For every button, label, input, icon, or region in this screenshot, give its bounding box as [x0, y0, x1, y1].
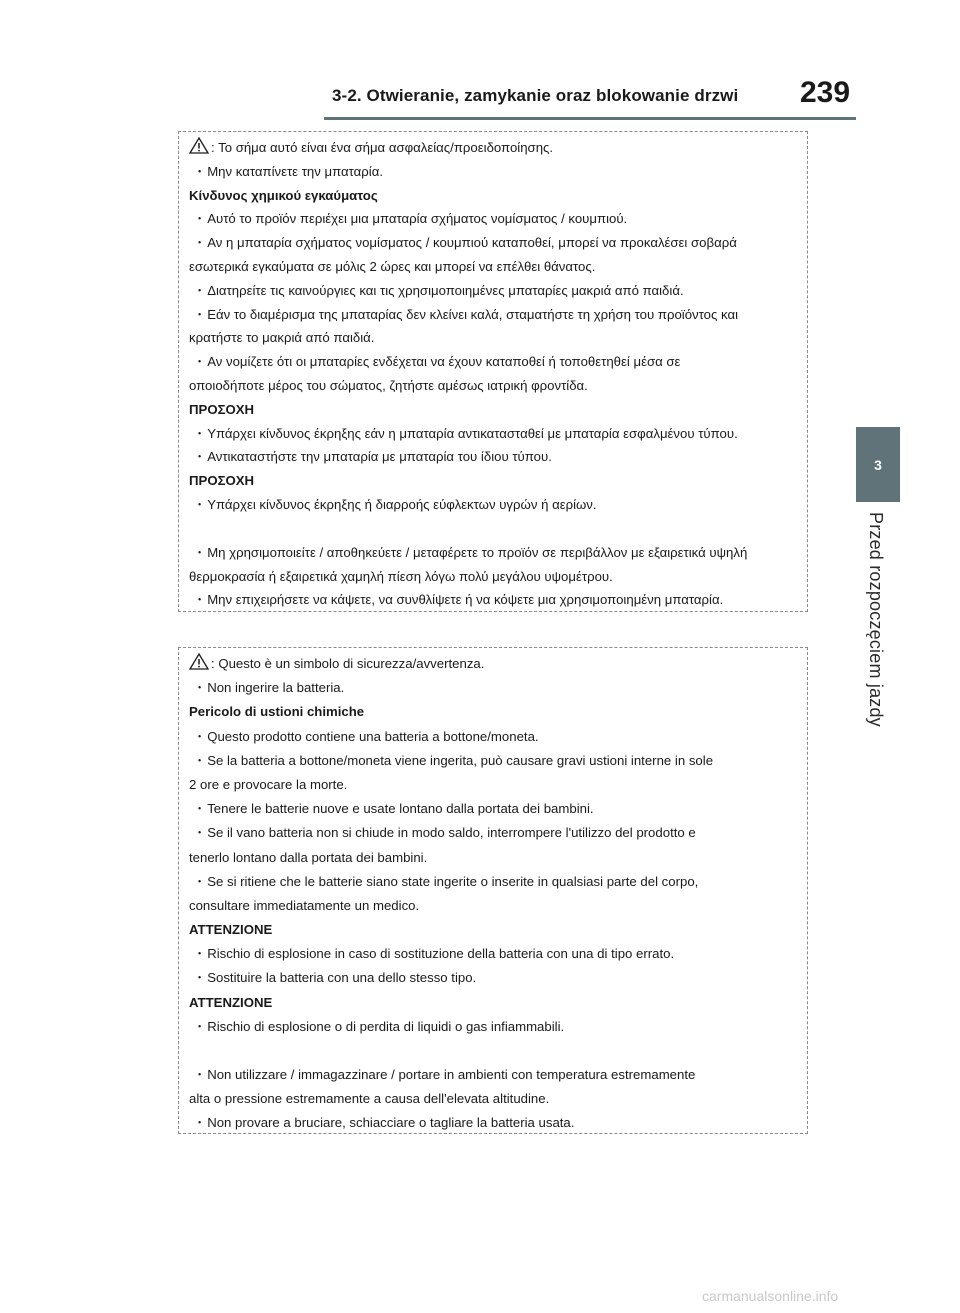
- chapter-tab: [856, 427, 900, 502]
- bullet-item: ・ Αν η μπαταρία σχήματος νομίσματος / κουμπιού καταποθεί, μπορεί να προκαλέσει σοβαρά: [189, 231, 801, 255]
- bullet-item: ・ Υπάρχει κίνδυνος έκρηξης εάν η μπαταρία αντικατασταθεί με μπαταρία εσφαλμένου τύπου.: [189, 422, 801, 446]
- section-heading: ΠΡΟΣΟΧΗ: [189, 473, 255, 489]
- bullet-item: ・ Non utilizzare / immagazzinare / portare in ambienti con temperatura estremamente: [189, 1063, 801, 1087]
- watermark-text: carmanualsonline.info: [702, 1288, 839, 1304]
- bullet-item: ・ Rischio di esplosione o di perdita di liquidi o gas infiammabili.: [189, 1015, 801, 1039]
- bullet-continuation: οποιοδήποτε μέρος του σώματος, ζητήστε αμέσως ιατρική φροντίδα.: [189, 377, 588, 393]
- bullet-continuation: θερμοκρασία ή εξαιρετικά χαμηλή πίεση λόγω πολύ μεγάλου υψομέτρου.: [189, 568, 613, 584]
- bullet-item: ・ Αυτό το προϊόν περιέχει μια μπαταρία σχήματος νομίσματος / κουμπιού.: [189, 207, 801, 231]
- bullet-continuation: κρατήστε το μακριά από παιδιά.: [189, 330, 375, 346]
- bullet-item: ・ Rischio di esplosione in caso di sostituzione della batteria con una di tipo errato.: [189, 942, 801, 966]
- bullet-item: ・ Μην επιχειρήσετε να κάψετε, να συνθλίψετε ή να κόψετε μια χρησιμοποιημένη μπαταρία.: [189, 588, 801, 612]
- chapter-title: Przed rozpoczęciem jazdy: [866, 512, 886, 727]
- section-heading: ATTENZIONE: [189, 922, 273, 938]
- spacer: [189, 1039, 801, 1063]
- warning-triangle-icon: [189, 653, 209, 670]
- bullet-item: ・ Αν νομίζετε ότι οι μπαταρίες ενδέχεται να έχουν καταποθεί ή τοποθετηθεί μέσα σε: [189, 350, 801, 374]
- bullet-continuation: εσωτερικά εγκαύματα σε μόλις 2 ώρες και μπορεί να επέλθει θάνατος.: [189, 258, 596, 274]
- chapter-number: 3: [874, 456, 882, 473]
- bullet-item: ・ Questo prodotto contiene una batteria a bottone/moneta.: [189, 725, 801, 749]
- warning-intro-text: : Questo è un simbolo di sicurezza/avvertenza.: [211, 656, 485, 671]
- section-title: 3-2. Otwieranie, zamykanie oraz blokowanie drzwi: [332, 86, 739, 105]
- section-heading: ΠΡΟΣΟΧΗ: [189, 401, 255, 417]
- header-divider: [324, 117, 856, 120]
- warning-intro: [189, 136, 801, 160]
- bullet-item: ・ Μην καταπίνετε την μπαταρία.: [189, 160, 801, 184]
- page-number: 239: [800, 76, 851, 109]
- section-heading: Κίνδυνος χημικού εγκαύματος: [189, 187, 378, 203]
- warning-intro-text: : Το σήμα αυτό είναι ένα σήμα ασφαλείας/προειδοποίησης.: [211, 140, 554, 155]
- bullet-item: ・ Non provare a bruciare, schiacciare o tagliare la batteria usata.: [189, 1111, 801, 1135]
- bullet-item: ・ Μη χρησιμοποιείτε / αποθηκεύετε / μεταφέρετε το προϊόν σε περιβάλλον με εξαιρετικά υψηλή: [189, 541, 801, 565]
- bullet-continuation: consultare immediatamente un medico.: [189, 897, 420, 913]
- bullet-item: ・ Non ingerire la batteria.: [189, 676, 801, 700]
- bullet-item: ・ Αντικαταστήστε την μπαταρία με μπαταρία του ίδιου τύπου.: [189, 445, 801, 469]
- bullet-item: ・ Διατηρείτε τις καινούργιες και τις χρησιμοποιημένες μπαταρίες μακριά από παιδιά.: [189, 279, 801, 303]
- spacer: [189, 517, 801, 541]
- italian-warning-box: [178, 647, 808, 1134]
- bullet-item: ・ Sostituire la batteria con una dello stesso tipo.: [189, 966, 801, 990]
- bullet-item: ・ Εάν το διαμέρισμα της μπαταρίας δεν κλείνει καλά, σταματήστε τη χρήση του προϊόντος και: [189, 303, 801, 327]
- bullet-item: ・ Υπάρχει κίνδυνος έκρηξης ή διαρροής εύφλεκτων υγρών ή αερίων.: [189, 493, 801, 517]
- bullet-item: ・ Tenere le batterie nuove e usate lontano dalla portata dei bambini.: [189, 797, 801, 821]
- warning-triangle-icon: [189, 137, 209, 154]
- bullet-continuation: tenerlo lontano dalla portata dei bambini.: [189, 849, 428, 865]
- bullet-continuation: 2 ore e provocare la morte.: [189, 776, 348, 792]
- section-heading: Pericolo di ustioni chimiche: [189, 704, 365, 720]
- bullet-continuation: alta o pressione estremamente a causa dell'elevata altitudine.: [189, 1091, 550, 1107]
- bullet-item: ・ Se si ritiene che le batterie siano state ingerite o inserite in qualsiasi parte del corpo,: [189, 870, 801, 894]
- warning-intro: [189, 652, 801, 676]
- section-heading: ATTENZIONE: [189, 994, 273, 1010]
- bullet-item: ・ Se il vano batteria non si chiude in modo saldo, interrompere l'utilizzo del prodotto e: [189, 821, 801, 845]
- bullet-item: ・ Se la batteria a bottone/moneta viene ingerita, può causare gravi ustioni interne in sole: [189, 749, 801, 773]
- greek-warning-box: [178, 131, 808, 612]
